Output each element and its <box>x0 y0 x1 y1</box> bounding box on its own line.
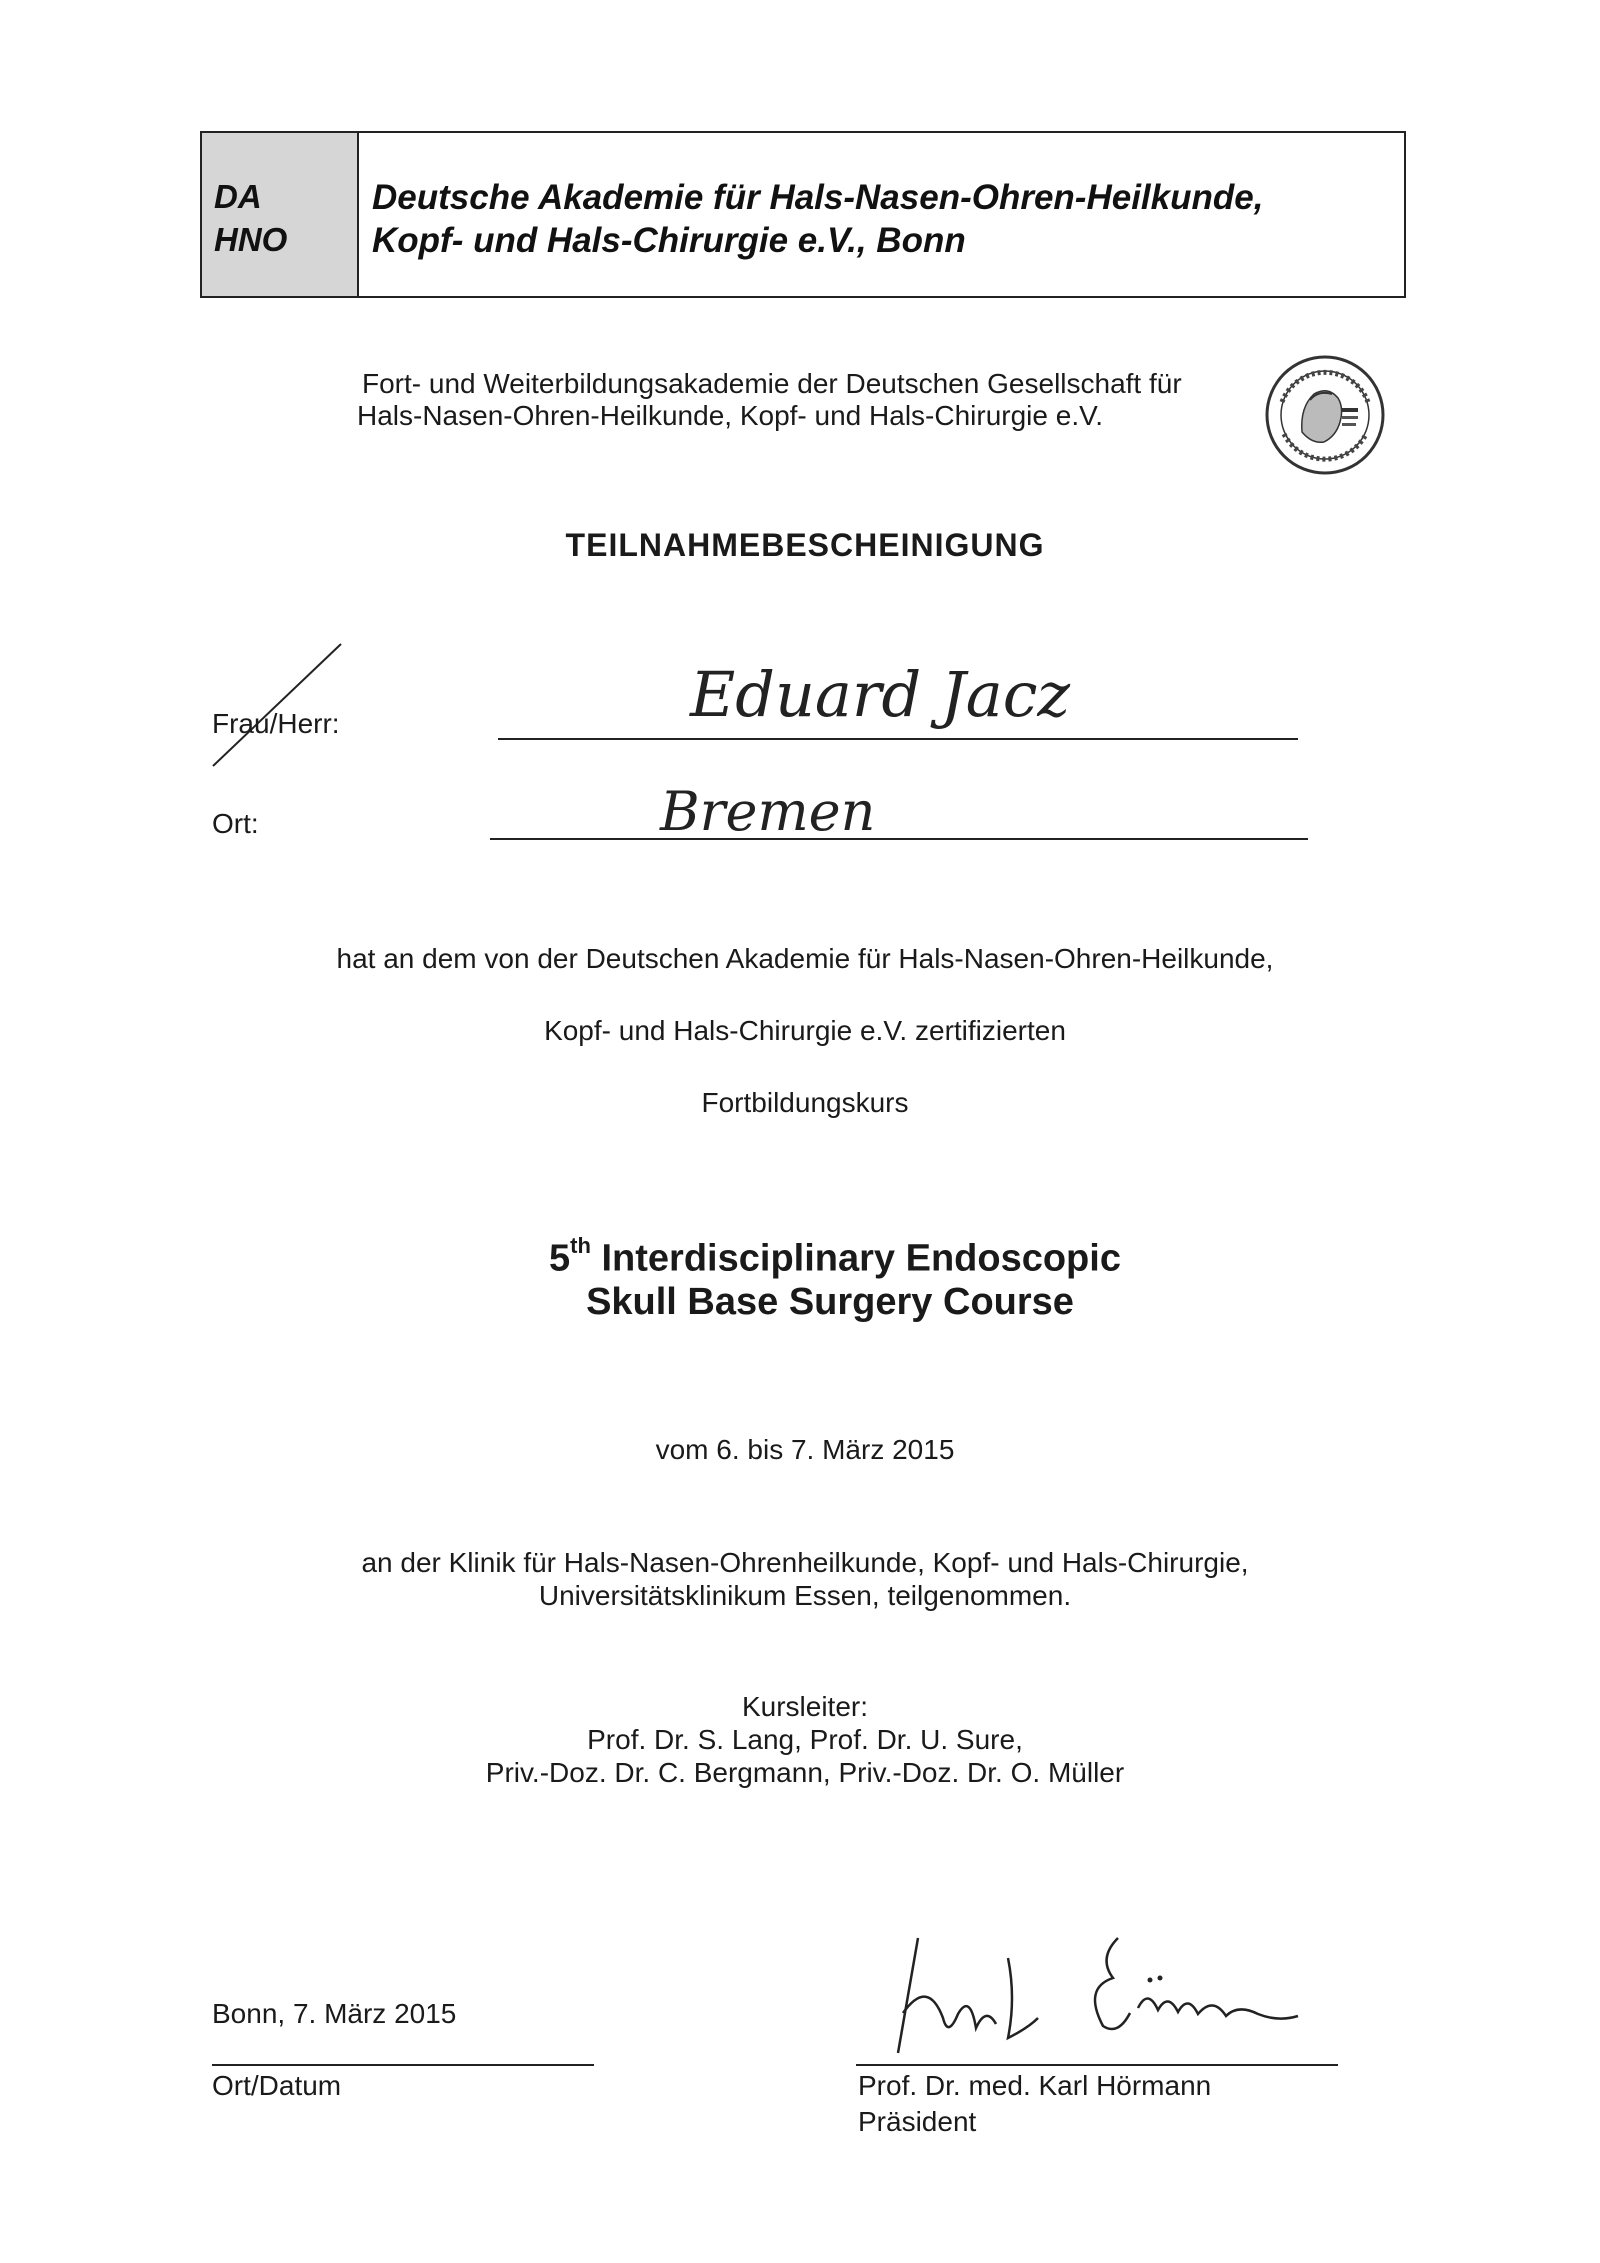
place-date-line <box>212 2064 594 2066</box>
subheader-line1: Fort- und Weiterbildungsakademie der Deutschen Gesellschaft für <box>362 368 1182 399</box>
course-leaders-line1: Prof. Dr. S. Lang, Prof. Dr. U. Sure, <box>587 1724 1023 1755</box>
course-leaders-line2: Priv.-Doz. Dr. C. Bergmann, Priv.-Doz. Dr. O. Müller <box>485 1757 1125 1788</box>
place-date: Bonn, 7. März 2015 <box>212 1998 457 2029</box>
name-label: Frau/Herr: <box>212 708 340 739</box>
course-ordinal-suffix: th <box>570 1233 591 1258</box>
abbreviation-da: DA <box>214 178 262 215</box>
academy-name-line2: Kopf- und Hals-Chirurgie e.V., Bonn <box>372 221 966 260</box>
abbreviation-hno: HNO <box>214 221 288 258</box>
handwritten-city: Bremen <box>660 780 876 843</box>
name-line <box>498 738 1298 740</box>
course-title-line2: Skull Base Surgery Course <box>586 1281 1074 1323</box>
city-label: Ort: <box>212 808 259 839</box>
body-line2: Kopf- und Hals-Chirurgie e.V. zertifizierten <box>544 1015 1066 1046</box>
course-title-line1 <box>0 1226 1600 1283</box>
subheader-line2: Hals-Nasen-Ohren-Heilkunde, Kopf- und Hals-Chirurgie e.V. <box>357 400 1103 431</box>
course-leaders-label: Kursleiter: <box>741 1691 869 1722</box>
location-line1: an der Klinik für Hals-Nasen-Ohrenheilkunde, Kopf- und Hals-Chirurgie, <box>361 1547 1249 1578</box>
location-line2: Universitätsklinikum Essen, teilgenommen. <box>538 1580 1072 1611</box>
president-signature <box>858 1918 1358 2058</box>
academy-abbreviation-cell <box>202 133 359 296</box>
signer-title: Präsident <box>858 2106 977 2137</box>
body-line3: Fortbildungskurs <box>701 1087 909 1118</box>
city-line <box>490 838 1308 840</box>
course-title-text1: Interdisciplinary Endoscopic <box>601 1237 1121 1280</box>
course-number: 5 <box>549 1237 571 1280</box>
handwritten-name: Eduard Jacz <box>690 658 1071 731</box>
society-seal-icon <box>1262 352 1388 478</box>
certificate-heading: TEILNAHMEBESCHEINIGUNG <box>565 527 1045 563</box>
academy-header-box <box>200 131 1406 298</box>
strikethrough-mark <box>205 640 345 770</box>
body-line1: hat an dem von der Deutschen Akademie für Hals-Nasen-Ohren-Heilkunde, <box>336 943 1274 974</box>
academy-name-line1: Deutsche Akademie für Hals-Nasen-Ohren-Heilkunde, <box>372 178 1264 217</box>
place-date-label: Ort/Datum <box>212 2070 342 2101</box>
course-dates: vom 6. bis 7. März 2015 <box>655 1434 955 1465</box>
signature-line <box>856 2064 1338 2066</box>
signer-name: Prof. Dr. med. Karl Hörmann <box>858 2070 1212 2101</box>
